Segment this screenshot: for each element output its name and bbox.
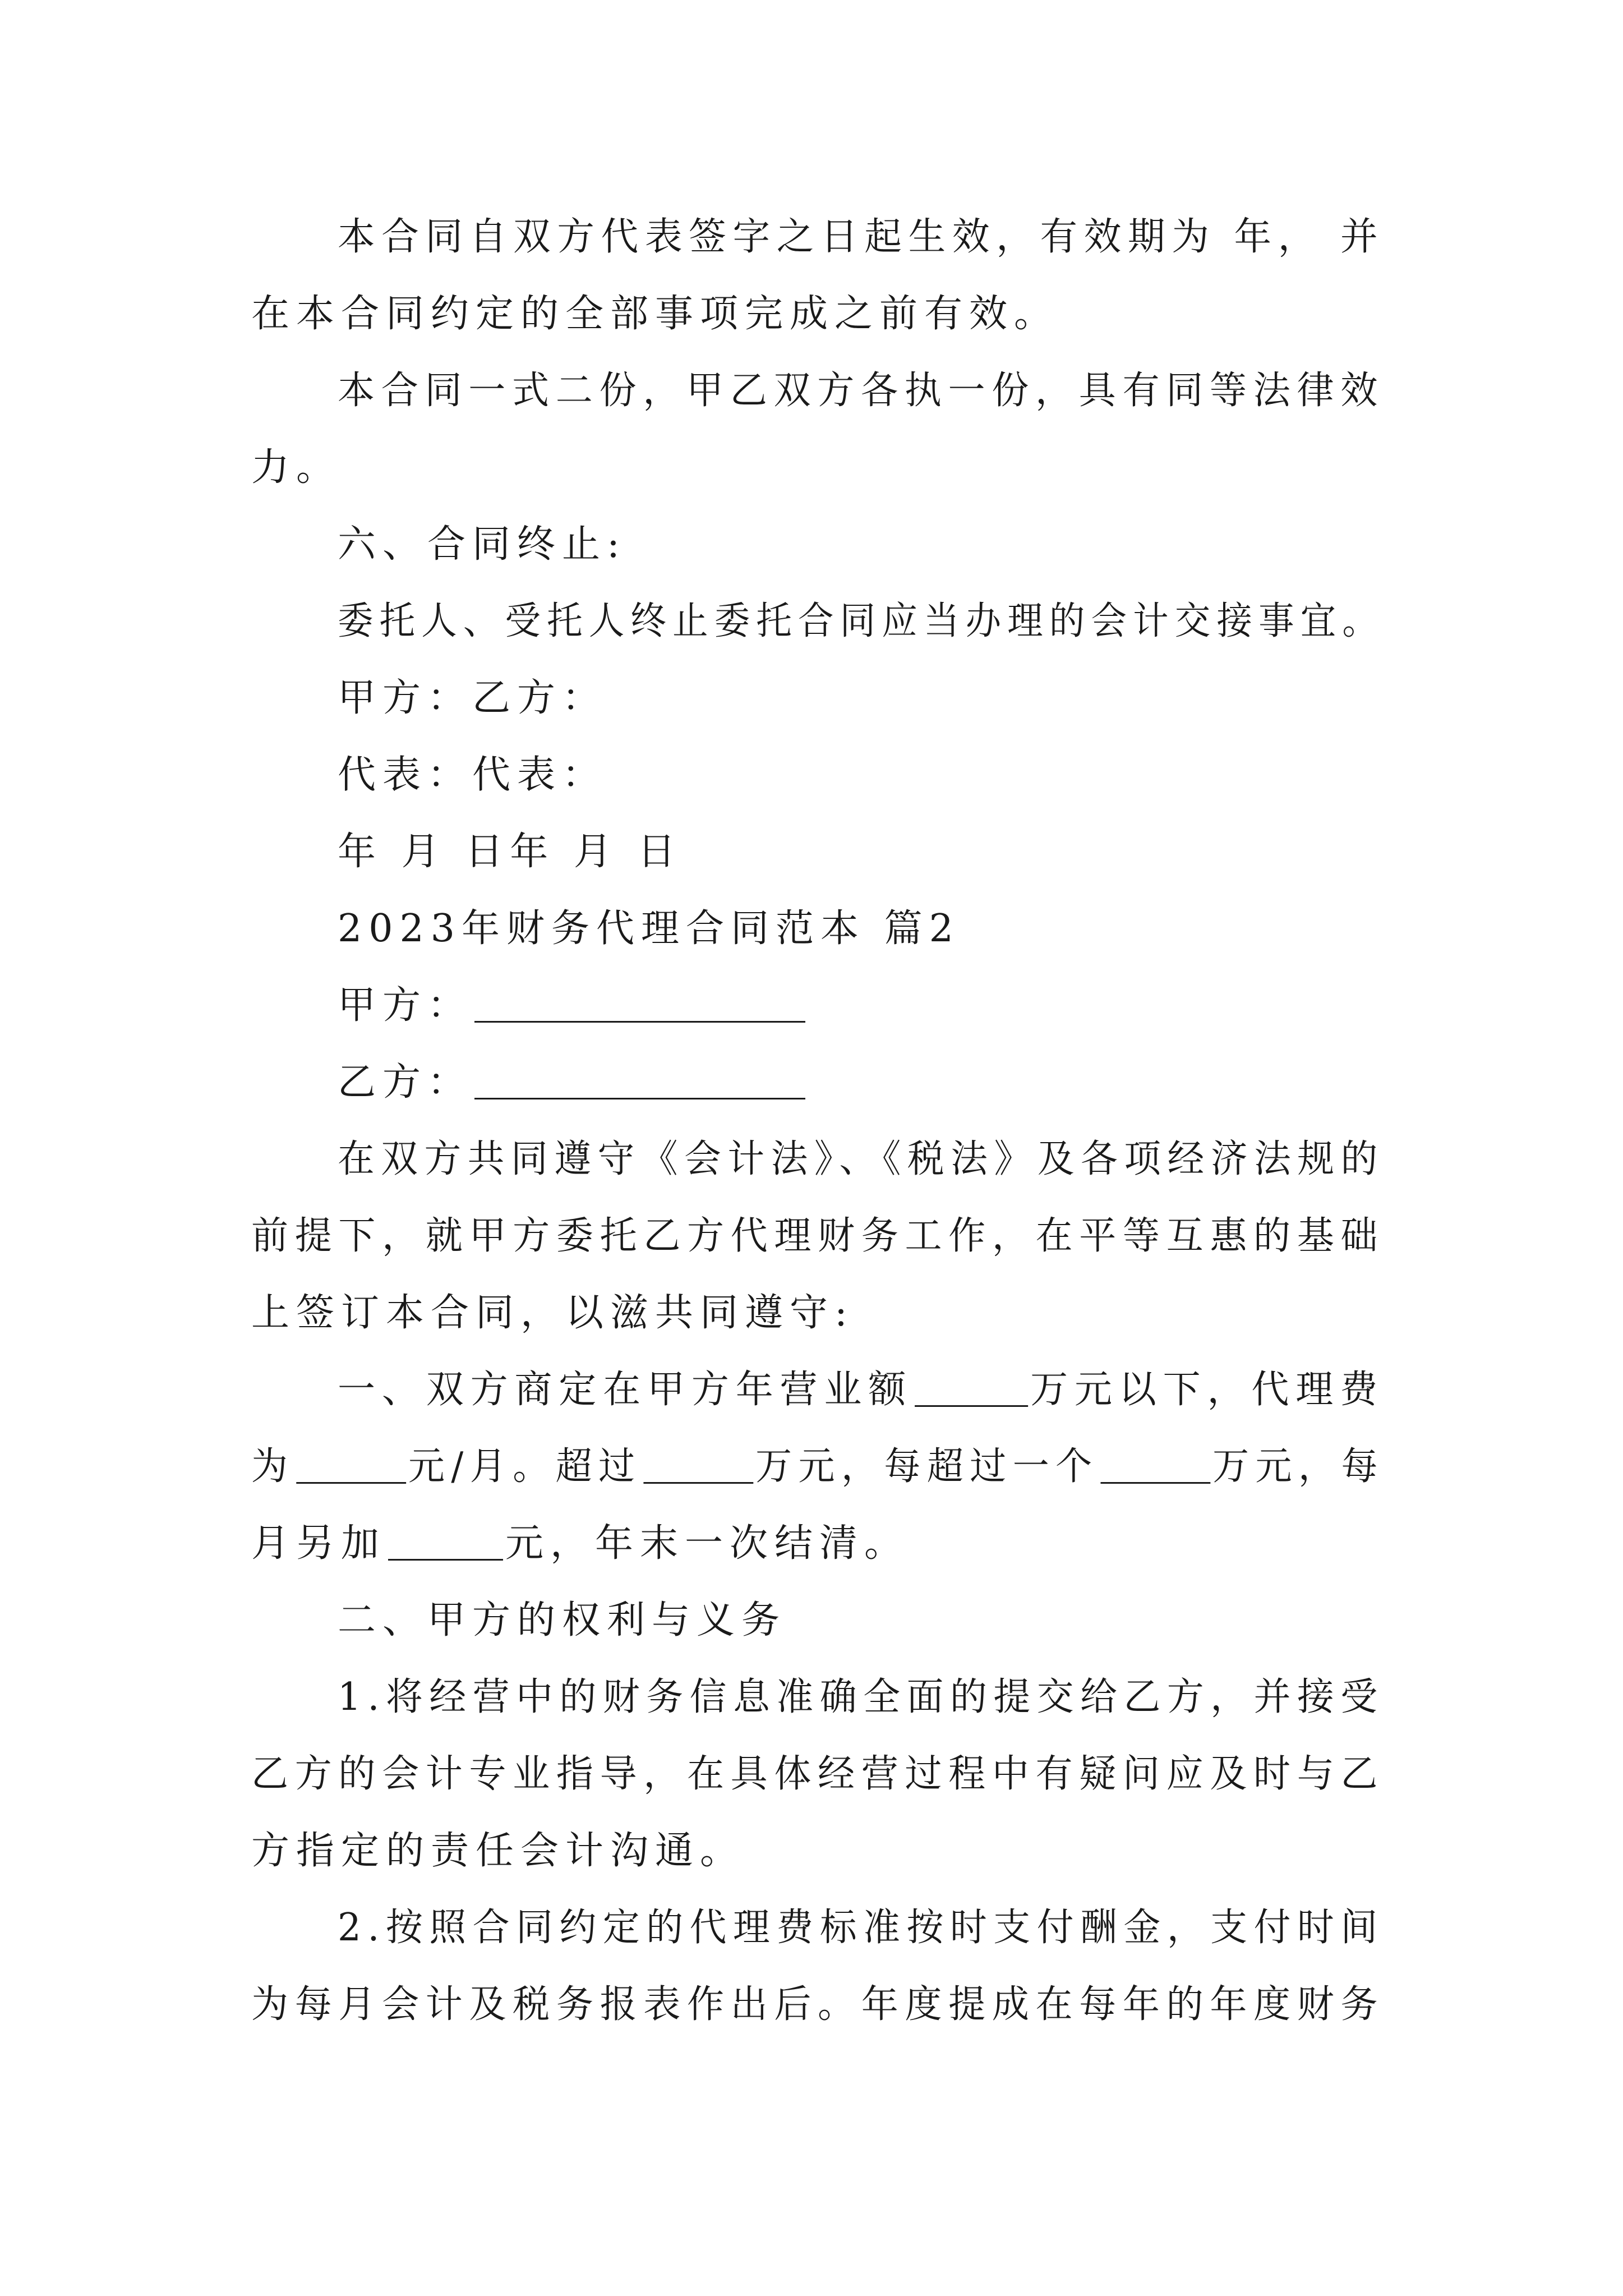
section-6-text: 委托人、受托人终止委托合同应当办理的会计交接事宜。 <box>338 599 1385 643</box>
intro-line-2: 前提下，就甲方委托乙方代理财务工作，在平等互惠的基础 <box>251 1214 1385 1258</box>
party-a-label: 甲方： <box>338 983 473 1028</box>
item-1-line-1: 1.将经营中的财务信息准确全面的提交给乙方，并接受 <box>338 1675 1384 1719</box>
clause-1-text-b: 万元以下，代理费 <box>1030 1368 1384 1412</box>
clause-1-text-h: 元，年末一次结清。 <box>505 1521 910 1566</box>
clause-1-text-e: 万元，每超过一个 <box>755 1444 1099 1489</box>
revenue-blank <box>915 1367 1028 1407</box>
party-b-label: 乙方： <box>338 1060 473 1105</box>
party-b-line <box>338 1044 808 1121</box>
item-1-line-3: 方指定的责任会计沟通。 <box>251 1829 745 1873</box>
item-1-line-2: 乙方的会计专业指导，在具体经营过程中有疑问应及时与乙 <box>251 1752 1385 1796</box>
paragraph-effective-date-line-2: 在本合同约定的全部事项完成之前有效。 <box>251 292 1059 336</box>
party-a-line <box>338 967 808 1044</box>
signature-representatives: 代表：代表： <box>338 753 607 797</box>
clause-1-line-3 <box>251 1505 909 1582</box>
paragraph-copies-line-1: 本合同一式二份，甲乙双方各执一份，具有同等法律效 <box>338 369 1385 413</box>
clause-1-line-1 <box>338 1351 1384 1428</box>
clause-1-text-c: 为 <box>251 1444 294 1489</box>
paragraph-copies-line-2: 力。 <box>251 445 342 490</box>
paragraph-effective-date-line-1: 本合同自双方代表签字之日起生效，有效期为 年， 并 <box>338 215 1385 259</box>
intro-line-3: 上签订本合同，以滋共同遵守: <box>251 1291 854 1335</box>
increment-blank <box>1100 1444 1210 1484</box>
intro-line-1: 在双方共同遵守《会计法》、《税法》及各项经济法规的 <box>338 1137 1384 1181</box>
party-b-blank <box>474 1060 805 1099</box>
signature-parties: 甲方：乙方： <box>338 676 607 720</box>
clause-1-text-a: 一、双方商定在甲方年营业额 <box>338 1368 913 1412</box>
item-2-line-1: 2.按照合同约定的代理费标准按时支付酬金，支付时间 <box>338 1906 1384 1950</box>
section-2-heading: 二、甲方的权利与义务 <box>338 1598 787 1642</box>
party-a-blank <box>474 983 805 1023</box>
section-6-heading: 六、合同终止: <box>338 522 626 567</box>
extra-fee-blank <box>388 1521 503 1561</box>
threshold-blank <box>643 1444 753 1484</box>
item-2-line-2: 为每月会计及税务报表作出后。年度提成在每年的年度财务 <box>251 1982 1385 2027</box>
contract-title-2: 2023年财务代理合同范本 篇2 <box>338 907 960 951</box>
clause-1-text-d: 元/月。超过 <box>408 1444 642 1489</box>
clause-1-line-2 <box>251 1428 1384 1505</box>
clause-1-text-f: 万元，每 <box>1212 1444 1384 1489</box>
monthly-fee-blank <box>296 1444 406 1484</box>
clause-1-text-g: 月另加 <box>251 1521 386 1566</box>
signature-dates: 年 月 日年 月 日 <box>338 830 683 874</box>
